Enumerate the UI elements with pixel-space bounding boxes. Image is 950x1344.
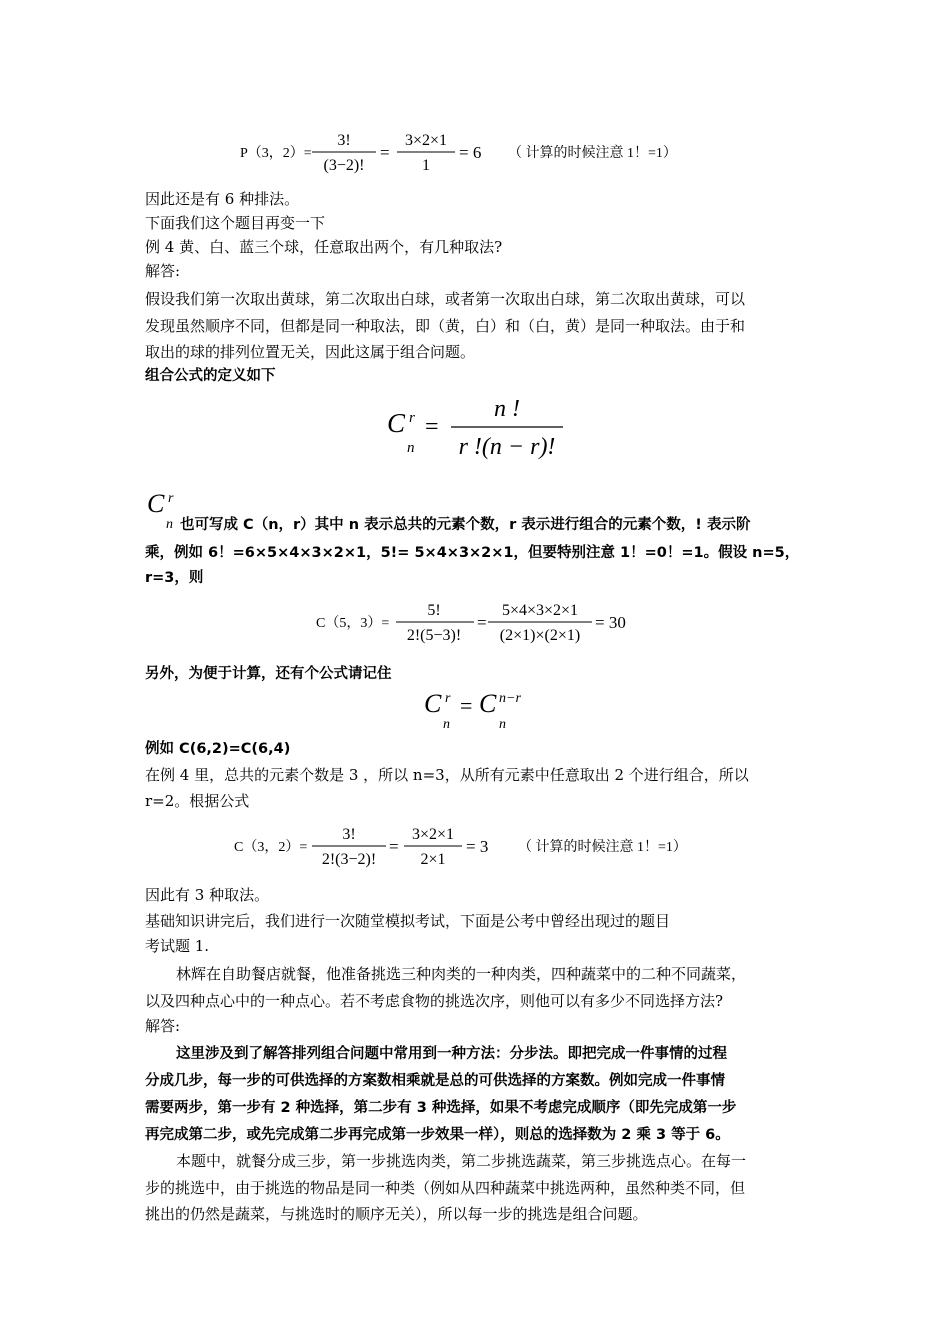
paragraph: 因此还是有 6 种排法。	[145, 190, 300, 208]
symmetry-c-left: C	[424, 689, 442, 718]
eq-p32-note: （ 计算的时候注意 1！=1）	[508, 146, 677, 161]
inline-combination-symbol	[146, 486, 178, 536]
paragraph: 分成几步，每一步的可供选择的方案数相乘就是总的可供选择的方案数。例如完成一件事情	[145, 1073, 725, 1089]
eq-c53-frac1-denominator: 2!(5−3)!	[406, 627, 462, 644]
eq-c53-frac2-numerator: 5×4×3×2×1	[501, 602, 579, 619]
paragraph: 下面我们这个题目再变一下	[145, 214, 326, 232]
paragraph: 这里涉及到了解答排列组合问题中常用到一种方法：分步法。即把完成一件事情的过程	[176, 1046, 727, 1062]
equation-c53	[316, 598, 646, 654]
formula-subscript-n: n	[407, 440, 415, 456]
eq-c53-prefix: C（5，3）=	[316, 616, 390, 631]
formula-c: C	[387, 408, 406, 438]
formula-equals: =	[425, 414, 439, 440]
paragraph: 例如 C(6,2)=C(6,4)	[145, 741, 291, 757]
paragraph: 另外，为便于计算，还有个公式请记住	[145, 666, 392, 682]
answer-label: 解答:	[145, 262, 181, 280]
eq-c53-result: = 30	[595, 613, 626, 632]
paragraph: 挑出的仍然是蔬菜，与挑选时的顺序无关），所以每一步的挑选是组合问题。	[145, 1205, 648, 1223]
symmetry-subscript-n-right: n	[499, 717, 506, 732]
paragraph: 林辉在自助餐店就餐，他准备挑选三种肉类的一种肉类，四种蔬菜中的二种不同蔬菜，	[176, 965, 747, 983]
symmetry-formula	[424, 686, 544, 740]
eq-p32-frac2-numerator: 3×2×1	[404, 132, 448, 149]
paragraph: 也可写成 C（n，r）其中 n 表示总共的元素个数，r 表示进行组合的元素个数，! 表示阶	[180, 517, 751, 533]
paragraph: 在例 4 里，总共的元素个数是 3 ，所以 n=3，从所有元素中任意取出 2 个进行组合，所以	[145, 766, 749, 784]
exam-question-title: 考试题 1.	[145, 937, 210, 955]
formula-numerator: n !	[494, 396, 520, 422]
eq-c32-prefix: C（3，2）=	[234, 840, 308, 855]
eq-c32-frac1-numerator: 3!	[342, 826, 356, 843]
example-4-question: 例 4 黄、白、蓝三个球，任意取出两个，有几种取法?	[145, 238, 503, 256]
eq-p32-prefix: P（3，2）=	[240, 146, 312, 161]
eq-c32-equals: =	[389, 837, 399, 856]
symmetry-c-right: C	[479, 689, 497, 718]
paragraph: 本题中，就餐分成三步，第一步挑选肉类，第二步挑选蔬菜，第三步挑选点心。在每一	[176, 1152, 747, 1170]
paragraph: r=2。根据公式	[145, 792, 250, 810]
eq-c32-result: = 3	[466, 837, 489, 856]
symmetry-subscript-n-left: n	[443, 717, 450, 732]
symbol-subscript-n: n	[166, 517, 173, 532]
eq-c32-frac1-denominator: 2!(3−2)!	[321, 851, 377, 868]
symmetry-superscript-r: r	[445, 691, 451, 706]
section-heading: 组合公式的定义如下	[145, 368, 276, 384]
answer-label: 解答:	[145, 1017, 181, 1035]
paragraph: 假设我们第一次取出黄球，第二次取出白球，或者第一次取出白球，第二次取出黄球，可以	[145, 290, 746, 308]
eq-p32-frac1-numerator: 3!	[337, 132, 351, 149]
symbol-c: C	[147, 489, 165, 518]
formula-superscript-r: r	[409, 410, 415, 426]
paragraph: 需要两步，第一步有 2 种选择，第二步有 3 种选择，如果不考虑完成顺序（即先完成第一步	[145, 1100, 737, 1116]
eq-c32-note: （ 计算的时候注意 1！=1）	[518, 840, 687, 855]
symbol-superscript-r: r	[168, 491, 174, 506]
formula-denominator: r !(n − r)!	[458, 434, 556, 460]
equation-c32	[234, 822, 724, 878]
eq-c53-equals: =	[477, 613, 487, 632]
paragraph: 取出的球的排列位置无关，因此这属于组合问题。	[145, 343, 476, 361]
paragraph: 发现虽然顺序不同，但都是同一种取法，即（黄，白）和（白，黄）是同一种取法。由于和	[145, 317, 746, 335]
paragraph: r=3，则	[145, 570, 204, 586]
paragraph: 步的挑选中，由于挑选的物品是同一种类（例如从四种蔬菜中挑选两种，虽然种类不同，但	[145, 1179, 746, 1197]
paragraph: 乘，例如 6！=6×5×4×3×2×1，5!= 5×4×3×2×1，但要特别注意 1！=0！=1。假设 n=5，	[145, 545, 800, 561]
eq-p32-frac2-denominator: 1	[422, 157, 430, 174]
eq-c53-frac2-denominator: (2×1)×(2×1)	[499, 627, 581, 644]
symmetry-equals: =	[460, 693, 473, 718]
eq-p32-equals: =	[380, 143, 390, 162]
paragraph: 以及四种点心中的一种点心。若不考虑食物的挑选次序，则他可以有多少不同选择方法?	[145, 992, 724, 1010]
eq-c32-frac2-numerator: 3×2×1	[411, 826, 455, 843]
combination-formula	[385, 392, 575, 476]
paragraph: 再完成第二步，或先完成第二步再完成第一步效果一样），则总的选择数为 2 乘 3 等于 6。	[145, 1127, 730, 1143]
paragraph: 基础知识讲完后，我们进行一次随堂模拟考试，下面是公考中曾经出现过的题目	[145, 912, 671, 930]
eq-p32-result: = 6	[459, 143, 482, 162]
symmetry-superscript-n-minus-r: n−r	[499, 691, 521, 706]
eq-c32-frac2-denominator: 2×1	[420, 851, 446, 868]
eq-p32-frac1-denominator: (3−2)!	[323, 157, 365, 174]
equation-p32	[240, 128, 720, 184]
paragraph: 因此有 3 种取法。	[145, 886, 270, 904]
eq-c53-frac1-numerator: 5!	[427, 602, 441, 619]
